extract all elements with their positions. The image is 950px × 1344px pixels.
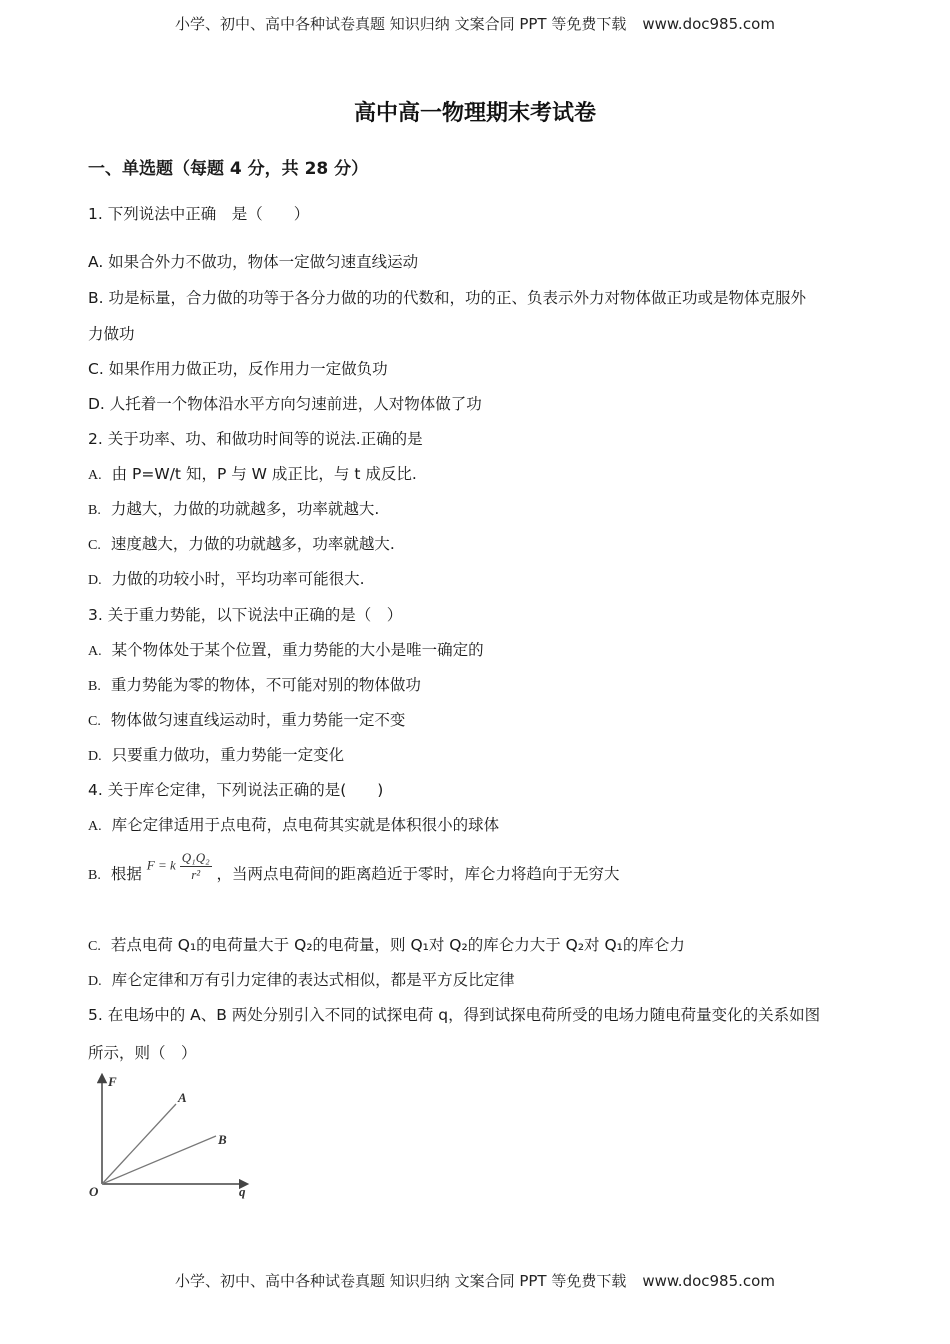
q2-option-b: B. 力越大，力做的功就越多，功率就越大. bbox=[88, 500, 380, 518]
origin-label: O bbox=[89, 1184, 99, 1199]
q1-option-b: B. 功是标量，合力做的功等于各分力做的功的代数和，功的正、负表示外力对物体做正功或是物体克服外 bbox=[88, 289, 806, 307]
q5-stem: 5. 在电场中的 A、B 两处分别引入不同的试探电荷 q，得到试探电荷所受的电场力随电荷量变化的关系如图 bbox=[88, 1006, 821, 1024]
page-footer bbox=[0, 1270, 950, 1291]
q1-option-a: A. 如果合外力不做功，物体一定做匀速直线运动 bbox=[88, 253, 419, 271]
q1-option-b-cont: 力做功 bbox=[88, 325, 135, 343]
coulomb-formula: F = k $\frac{\text{Q₁Q₂}}{\text{r²}}$ bbox=[146, 850, 210, 882]
q4-option-a: A. 库仑定律适用于点电荷，点电荷其实就是体积很小的球体 bbox=[88, 816, 500, 834]
q2-option-d: D. 力做的功较小时，平均功率可能很大. bbox=[88, 570, 365, 588]
q2-option-c: C. 速度越大，力做的功就越多，功率就越大. bbox=[88, 535, 395, 553]
footer-text: 小学、初中、高中各种试卷真题 知识归纳 文案合同 PPT 等免费下载 bbox=[175, 1272, 627, 1290]
q3-option-b: B. 重力势能为零的物体，不可能对别的物体做功 bbox=[88, 676, 421, 694]
q1-option-c: C. 如果作用力做正功，反作用力一定做负功 bbox=[88, 360, 388, 378]
line-b bbox=[102, 1136, 216, 1184]
q4-stem: 4. 关于库仑定律，下列说法正确的是( ) bbox=[88, 781, 384, 799]
q3-option-d: D. 只要重力做功，重力势能一定变化 bbox=[88, 746, 345, 764]
q4-option-b: B. 根据 F = k $\frac{\text{Q₁Q₂}}{\text{r²}}$ ，当两点电荷间的距离趋近于零时，库仑力将趋向于无穷大 bbox=[88, 850, 620, 883]
q1-option-d: D. 人托着一个物体沿水平方向匀速前进，人对物体做了功 bbox=[88, 395, 482, 413]
line-a-label: A bbox=[178, 1090, 187, 1105]
q2-option-a: A. 由 P=W/t 知，P 与 W 成正比，与 t 成反比. bbox=[88, 465, 417, 483]
y-axis-label: F bbox=[108, 1074, 117, 1089]
page-header bbox=[0, 13, 950, 34]
f-q-graph bbox=[86, 1072, 256, 1202]
section-heading: 一、单选题（每题 4 分，共 28 分） bbox=[88, 159, 369, 179]
q3-option-a: A. 某个物体处于某个位置，重力势能的大小是唯一确定的 bbox=[88, 641, 484, 659]
q5-stem-cont: 所示，则（ ） bbox=[88, 1044, 197, 1062]
x-axis-label: q bbox=[239, 1184, 246, 1199]
q2-stem: 2. 关于功率、功、和做功时间等的说法.正确的是 bbox=[88, 430, 423, 448]
line-b-label: B bbox=[218, 1132, 227, 1147]
line-a bbox=[102, 1104, 176, 1184]
q3-option-c: C. 物体做匀速直线运动时，重力势能一定不变 bbox=[88, 711, 406, 729]
header-text: 小学、初中、高中各种试卷真题 知识归纳 文案合同 PPT 等免费下载 bbox=[175, 15, 627, 33]
q1-stem: 1. 下列说法中正确 是（ ） bbox=[88, 205, 310, 223]
footer-url[interactable]: www.doc985.com bbox=[642, 1272, 775, 1290]
exam-title: 高中高一物理期末考试卷 bbox=[353, 101, 596, 126]
q3-stem: 3. 关于重力势能，以下说法中正确的是（ ） bbox=[88, 606, 403, 624]
q4-option-d: D. 库仑定律和万有引力定律的表达式相似，都是平方反比定律 bbox=[88, 971, 515, 989]
q4-option-c: C. 若点电荷 Q₁的电荷量大于 Q₂的电荷量，则 Q₁对 Q₂的库仑力大于 Q₂对 Q₁的库仑力 bbox=[88, 936, 685, 954]
header-url[interactable]: www.doc985.com bbox=[642, 15, 775, 33]
